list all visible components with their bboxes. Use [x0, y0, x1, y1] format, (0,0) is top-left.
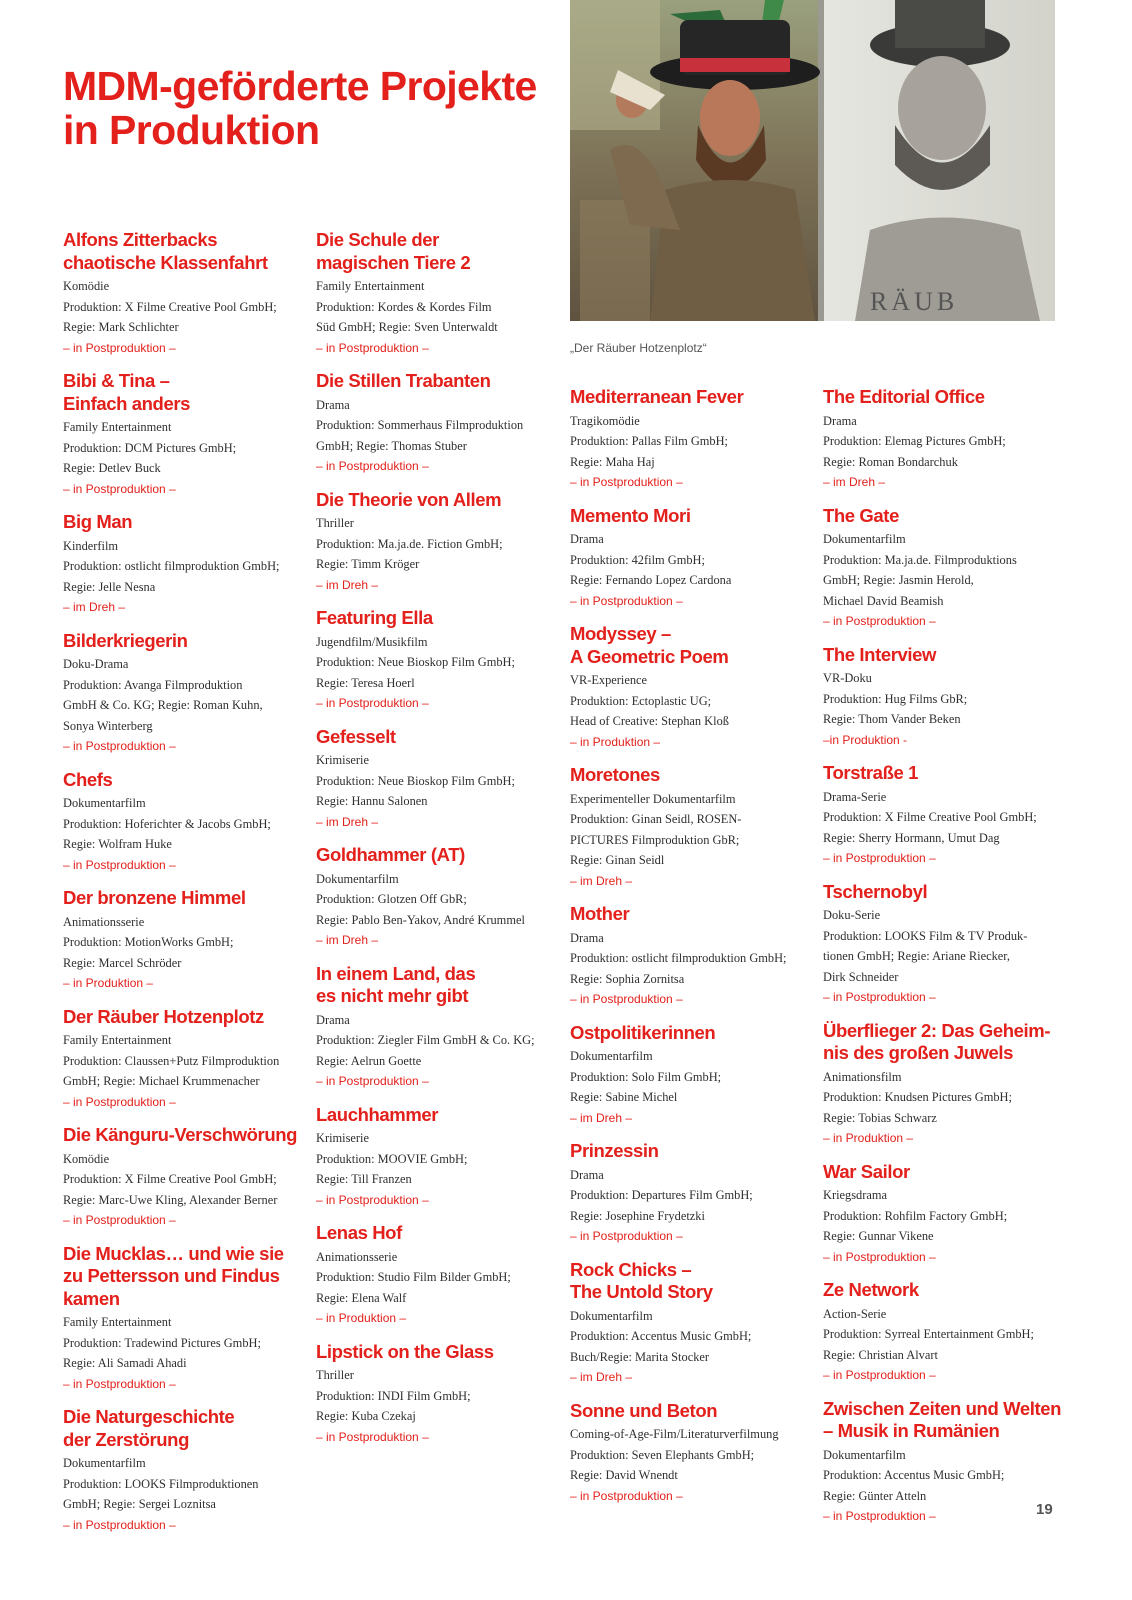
project-detail: Head of Creative: Stephan Kloß [570, 714, 729, 728]
project-title-line: Memento Mori [570, 504, 691, 526]
project-title [63, 1124, 308, 1149]
project-status: – in Postproduktion – [823, 1249, 936, 1264]
column-2 [316, 229, 561, 1459]
project-detail: Produktion: 42film GmbH; [570, 552, 705, 567]
project-genre: Kriegsdrama [823, 1188, 887, 1202]
project-detail: Regie: Detlev Buck [63, 461, 161, 475]
project-title [316, 726, 561, 751]
project-title [316, 370, 561, 395]
project-genre: Komödie [63, 1151, 110, 1166]
project-title-line: Ostpolitikerinnen [570, 1021, 716, 1043]
project-detail: Regie: Wolfram Huke [63, 837, 172, 851]
project-entry [570, 1259, 815, 1388]
project-status: – in Produktion – [823, 1131, 914, 1145]
project-detail: Regie: Hannu Salonen [316, 794, 428, 808]
project-entry [316, 963, 561, 1092]
project-detail: Produktion: X Filme Creative Pool GmbH; [63, 299, 277, 314]
page-title-line: MDM-geförderte Projekte [63, 63, 537, 109]
project-detail: Produktion: Accentus Music GmbH; [570, 1329, 752, 1343]
project-status: – in Postproduktion – [823, 614, 936, 628]
project-entry [63, 1406, 308, 1535]
project-status: – in Postproduktion – [570, 1229, 683, 1243]
project-entry [63, 630, 308, 757]
project-detail: Produktion: LOOKS Filmproduktionen [63, 1476, 259, 1491]
project-genre: Action-Serie [823, 1306, 887, 1321]
project-detail: Regie: Sherry Hormann, Umut Dag [823, 830, 1000, 845]
project-detail: Produktion: MOOVIE GmbH; [316, 1151, 468, 1166]
project-title [63, 1006, 308, 1031]
project-detail: Produktion: Neue Bioskop Film GmbH; [316, 773, 515, 788]
project-detail: Produktion: X Filme Creative Pool GmbH; [823, 810, 1037, 824]
project-status: – in Postproduktion – [570, 1488, 683, 1503]
project-title [63, 1243, 308, 1313]
project-title [316, 489, 561, 514]
project-detail: Süd GmbH; Regie: Sven Unterwaldt [316, 320, 498, 334]
project-title [570, 1140, 815, 1165]
project-entry [823, 881, 1068, 1008]
project-genre: Coming-of-Age-Film/Literaturverfilmung [570, 1427, 779, 1441]
project-status: – in Produktion – [316, 1311, 407, 1325]
project-title-line: Mediterranean Fever [570, 386, 744, 407]
project-entry [316, 370, 561, 477]
project-detail: Regie: David Wnendt [570, 1468, 678, 1482]
project-title-line: Lauchhammer [316, 1103, 439, 1125]
project-status: – in Postproduktion – [823, 990, 936, 1004]
project-title-line: Lipstick on the Glass [316, 1340, 494, 1362]
project-title-line: Mother [570, 903, 630, 924]
project-title [63, 887, 308, 912]
project-detail: Regie: Maha Haj [570, 454, 655, 469]
project-detail: Regie: Teresa Hoerl [316, 675, 415, 690]
project-entry [823, 1279, 1068, 1386]
project-status: – in Postproduktion – [63, 1094, 176, 1109]
project-detail: Regie: Kuba Czekaj [316, 1409, 416, 1423]
project-entry [63, 887, 308, 994]
project-genre: Animationsfilm [823, 1069, 902, 1084]
project-title [570, 623, 815, 670]
project-genre: Dokumentarfilm [823, 1447, 906, 1462]
project-title-line: Chefs [63, 768, 113, 790]
project-detail: Produktion: MotionWorks GmbH; [63, 935, 234, 949]
project-title [823, 1398, 1068, 1445]
project-title [316, 607, 561, 632]
project-detail: Produktion: Accentus Music GmbH; [823, 1468, 1005, 1482]
project-genre: Dokumentarfilm [63, 796, 146, 810]
project-status: – im Dreh – [63, 600, 126, 614]
project-entry [823, 1161, 1068, 1268]
project-genre: Drama [570, 930, 604, 945]
project-detail: Regie: Elena Walf [316, 1290, 407, 1305]
project-genre: Dokumentarfilm [823, 532, 906, 546]
project-title-line: Der Räuber Hotzenplotz [63, 1005, 264, 1027]
project-genre: Drama [570, 532, 604, 546]
project-genre: Animationsserie [63, 914, 145, 929]
project-genre: VR-Experience [570, 673, 648, 687]
project-title [63, 769, 308, 794]
project-status: – in Postproduktion – [316, 340, 429, 355]
project-status: – in Postproduktion – [63, 857, 176, 872]
project-entry [316, 726, 561, 833]
project-title-line: Sonne und Beton [570, 1399, 718, 1421]
project-status: – im Dreh – [316, 814, 379, 829]
svg-text:RÄUB: RÄUB [870, 287, 959, 316]
project-title-line: Der bronzene Himmel [63, 887, 246, 908]
project-detail: GmbH; Regie: Jasmin Herold, [823, 573, 974, 587]
project-title [570, 903, 815, 928]
project-title [823, 505, 1068, 530]
project-title [570, 505, 815, 530]
project-title-line: Gefesselt [316, 725, 396, 747]
project-title-line: Zwischen Zeiten und Welten [823, 1397, 1062, 1419]
project-title-line: Big Man [63, 511, 133, 532]
project-title [570, 1259, 815, 1306]
project-title-line: Featuring Ella [316, 607, 433, 628]
project-title-line: Goldhammer (AT) [316, 844, 465, 865]
project-detail: Regie: Marc-Uwe Kling, Alexander Berner [63, 1192, 278, 1207]
project-title-line: Tschernobyl [823, 880, 928, 902]
project-detail: Produktion: Ma.ja.de. Filmproduktions [823, 552, 1017, 567]
project-status: – in Postproduktion – [63, 340, 176, 355]
project-title-line: Torstraße 1 [823, 762, 918, 783]
project-status: – in Postproduktion – [316, 1074, 429, 1088]
project-detail: Produktion: Glotzen Off GbR; [316, 892, 467, 906]
project-title-line: Moretones [570, 764, 660, 785]
project-genre: Drama [570, 1167, 604, 1182]
project-detail: Produktion: INDI Film GmbH; [316, 1388, 471, 1403]
project-entry [316, 607, 561, 714]
project-title-line: kamen [63, 1287, 120, 1309]
project-genre: Thriller [316, 1368, 354, 1382]
project-detail: Produktion: Pallas Film GmbH; [570, 434, 728, 448]
project-detail: Dirk Schneider [823, 969, 899, 984]
project-detail: Produktion: Hoferichter & Jacobs GmbH; [63, 816, 271, 831]
project-title-line: The Gate [823, 504, 899, 526]
project-detail: Produktion: Elemag Pictures GmbH; [823, 434, 1006, 448]
project-detail: Regie: Till Franzen [316, 1172, 412, 1186]
project-status: – im Dreh – [316, 577, 379, 592]
project-status: – in Postproduktion – [570, 992, 683, 1006]
project-detail: Buch/Regie: Marita Stocker [570, 1349, 710, 1364]
project-title [63, 229, 308, 276]
project-entry [63, 229, 308, 358]
project-title [570, 386, 815, 411]
project-title-line: Rock Chicks – [570, 1258, 692, 1280]
project-entry [63, 1124, 308, 1231]
project-detail: Produktion: Claussen+Putz Filmproduktion [63, 1053, 280, 1068]
project-entry [823, 386, 1068, 493]
project-detail: Regie: Marcel Schröder [63, 955, 182, 970]
project-title-line: Bilderkriegerin [63, 629, 188, 651]
project-entry [570, 386, 815, 493]
project-detail: Regie: Christian Alvart [823, 1347, 938, 1362]
project-entry [63, 1243, 308, 1395]
project-status: –in Produktion - [823, 732, 908, 747]
project-title-line: Alfons Zitterbacks [63, 229, 218, 250]
project-entry [570, 764, 815, 891]
project-detail: Produktion: Neue Bioskop Film GmbH; [316, 655, 515, 669]
project-title-line: Einfach anders [63, 392, 191, 414]
project-entry [823, 1020, 1068, 1149]
project-entry [570, 505, 815, 612]
project-title-line: Bibi & Tina – [63, 370, 170, 391]
project-title-line: War Sailor [823, 1160, 910, 1182]
project-title [823, 762, 1068, 787]
project-detail: Produktion: Ectoplastic UG; [570, 693, 712, 708]
project-status: – im Dreh – [316, 933, 379, 947]
project-title [316, 1104, 561, 1129]
project-entry [570, 903, 815, 1010]
project-genre: Family Entertainment [63, 1315, 172, 1329]
project-detail: Regie: Gunnar Vikene [823, 1229, 934, 1243]
project-status: – im Dreh – [570, 873, 633, 888]
page-title-line: in Produktion [63, 107, 320, 153]
project-status: – in Postproduktion – [570, 593, 683, 608]
column-1 [63, 229, 308, 1547]
project-genre: Drama [316, 1012, 350, 1027]
project-title-line: Die Theorie von Allem [316, 488, 502, 510]
project-status: – in Postproduktion – [316, 459, 429, 473]
project-detail: Regie: Timm Kröger [316, 557, 420, 571]
project-genre: Komödie [63, 279, 110, 293]
project-detail: Produktion: Ginan Seidl, ROSEN- [570, 812, 742, 826]
project-title-line: chaotische Klassenfahrt [63, 251, 268, 273]
project-title-line: The Interview [823, 643, 937, 665]
project-detail: Regie: Günter Atteln [823, 1488, 927, 1503]
project-title-line: nis des großen Juwels [823, 1042, 1014, 1063]
project-detail: tionen GmbH; Regie: Ariane Riecker, [823, 949, 1011, 963]
project-detail: Regie: Ginan Seidl [570, 853, 665, 867]
project-genre: Tragikomödie [570, 413, 640, 428]
project-status: – in Postproduktion – [63, 1213, 176, 1227]
project-entry [823, 644, 1068, 751]
project-title-line: Die Stillen Trabanten [316, 370, 491, 391]
project-genre: Drama [316, 397, 350, 412]
project-detail: Produktion: Hug Films GbR; [823, 691, 968, 706]
project-genre: Doku-Drama [63, 657, 129, 671]
project-entry [570, 1400, 815, 1507]
project-entry [316, 844, 561, 951]
project-detail: Produktion: Rohfilm Factory GmbH; [823, 1208, 1008, 1223]
project-status: – in Postproduktion – [316, 1192, 429, 1207]
project-genre: Drama-Serie [823, 789, 887, 804]
hotzenplotz-photo [570, 0, 1055, 321]
project-title-line: der Zerstörung [63, 1428, 189, 1450]
project-entry [316, 1104, 561, 1211]
project-title-line: Die Schule der [316, 229, 439, 250]
project-title [316, 963, 561, 1010]
project-title [570, 1022, 815, 1047]
project-genre: Dokumentarfilm [570, 1049, 653, 1063]
project-genre: Doku-Serie [823, 908, 881, 922]
project-detail: Regie: Thom Vander Beken [823, 712, 961, 726]
project-title-line: zu Pettersson und Findus [63, 1265, 280, 1286]
project-title [823, 1161, 1068, 1186]
project-title-line: Lenas Hof [316, 1222, 402, 1243]
project-title-line: In einem Land, das [316, 962, 476, 984]
project-genre: Krimiserie [316, 753, 369, 767]
project-detail: Produktion: Seven Elephants GmbH; [570, 1447, 755, 1462]
project-detail: Produktion: Departures Film GmbH; [570, 1188, 753, 1202]
project-status: – in Produktion – [570, 734, 661, 749]
column-4 [823, 386, 1068, 1539]
project-detail: Sonya Winterberg [63, 718, 153, 733]
project-status: – in Postproduktion – [63, 1376, 176, 1391]
project-title [823, 644, 1068, 669]
project-status: – im Dreh – [570, 1110, 633, 1125]
project-detail: Regie: Josephine Frydetzki [570, 1208, 705, 1223]
project-status: – in Postproduktion – [63, 739, 176, 753]
project-detail: Produktion: Avanga Filmproduktion [63, 677, 243, 692]
project-title [316, 844, 561, 869]
project-detail: GmbH; Regie: Sergei Loznitsa [63, 1497, 216, 1511]
project-title-line: Ze Network [823, 1279, 919, 1300]
project-status: – in Postproduktion – [570, 475, 683, 489]
project-title [316, 229, 561, 276]
project-detail: Produktion: Tradewind Pictures GmbH; [63, 1335, 261, 1350]
project-detail: Regie: Sophia Zornitsa [570, 971, 685, 986]
project-title-line: Die Känguru-Verschwörung [63, 1124, 298, 1145]
project-title [823, 386, 1068, 411]
project-title [570, 1400, 815, 1425]
project-detail: Produktion: Kordes & Kordes Film [316, 299, 492, 314]
project-detail: Produktion: Ziegler Film GmbH & Co. KG; [316, 1033, 535, 1047]
project-status: – in Postproduktion – [63, 1517, 176, 1532]
project-detail: Produktion: X Filme Creative Pool GmbH; [63, 1172, 277, 1186]
project-detail: Produktion: LOOKS Film & TV Produk- [823, 928, 1028, 943]
project-genre: Dokumentarfilm [570, 1308, 653, 1323]
project-entry [823, 505, 1068, 632]
project-title-line: The Editorial Office [823, 386, 985, 407]
project-title [63, 511, 308, 536]
project-entry [823, 1398, 1068, 1527]
project-detail: Regie: Pablo Ben-Yakov, André Krummel [316, 912, 525, 927]
project-status: – in Postproduktion – [316, 696, 429, 710]
project-entry [63, 511, 308, 618]
project-title-line: – Musik in Rumänien [823, 1420, 1000, 1441]
project-entry [570, 1022, 815, 1129]
page-number: 19 [1036, 1501, 1053, 1518]
project-entry [316, 1222, 561, 1329]
project-title-line: Überflieger 2: Das Geheim- [823, 1019, 1051, 1041]
project-detail: Produktion: Solo Film GmbH; [570, 1069, 722, 1084]
project-entry [63, 769, 308, 876]
project-title [823, 1279, 1068, 1304]
project-detail: Regie: Sabine Michel [570, 1090, 678, 1104]
project-detail: Regie: Jelle Nesna [63, 579, 156, 594]
project-title-line: Prinzessin [570, 1140, 659, 1161]
project-detail: Regie: Roman Bondarchuk [823, 454, 958, 469]
project-title [823, 1020, 1068, 1067]
project-genre: Animationsserie [316, 1249, 398, 1264]
project-entry [570, 1140, 815, 1247]
project-status: – im Dreh – [570, 1370, 633, 1384]
project-detail: GmbH; Regie: Thomas Stuber [316, 438, 467, 453]
project-detail: Produktion: ostlicht filmproduktion GmbH; [570, 951, 787, 965]
project-title-line: A Geometric Poem [570, 645, 729, 667]
project-detail: Produktion: Sommerhaus Filmproduktion [316, 418, 524, 432]
project-status: – in Postproduktion – [823, 851, 936, 865]
project-title-line: es nicht mehr gibt [316, 985, 469, 1006]
project-detail: Produktion: Studio Film Bilder GmbH; [316, 1270, 511, 1284]
project-genre: Drama [823, 413, 857, 428]
project-detail: Regie: Ali Samadi Ahadi [63, 1356, 187, 1370]
project-status: – in Produktion – [63, 976, 154, 990]
project-detail: Michael David Beamish [823, 593, 944, 608]
project-title [63, 1406, 308, 1453]
project-detail: GmbH & Co. KG; Regie: Roman Kuhn, [63, 698, 263, 712]
project-entry [316, 229, 561, 358]
project-title [570, 764, 815, 789]
project-entry [316, 1341, 561, 1448]
project-genre: Family Entertainment [316, 279, 425, 293]
project-status: – in Postproduktion – [63, 481, 176, 496]
project-title-line: Modyssey – [570, 623, 671, 644]
project-title [823, 881, 1068, 906]
project-title-line: The Untold Story [570, 1281, 713, 1302]
project-entry [823, 762, 1068, 869]
project-genre: VR-Doku [823, 671, 872, 685]
project-title [63, 630, 308, 655]
project-detail: Produktion: Syrreal Entertainment GmbH; [823, 1327, 1034, 1341]
project-status: – im Dreh – [823, 475, 886, 489]
project-title-line: Die Naturgeschichte [63, 1406, 235, 1427]
project-entry [63, 370, 308, 499]
column-3 [570, 386, 815, 1518]
photo-caption: „Der Räuber Hotzenplotz“ [570, 341, 707, 355]
project-detail: PICTURES Filmproduktion GbR; [570, 832, 740, 847]
project-detail: Regie: Tobias Schwarz [823, 1110, 937, 1125]
project-detail: Produktion: ostlicht filmproduktion GmbH; [63, 559, 280, 573]
project-genre: Family Entertainment [63, 1033, 172, 1047]
project-detail: Regie: Aelrun Goette [316, 1053, 422, 1068]
photo-illustration [570, 0, 1055, 321]
project-title-line: magischen Tiere 2 [316, 251, 471, 273]
project-title-line: Die Mucklas… und wie sie [63, 1242, 284, 1264]
project-genre: Family Entertainment [63, 420, 172, 434]
project-genre: Krimiserie [316, 1131, 369, 1145]
project-genre: Experimenteller Dokumentarfilm [570, 791, 736, 806]
project-detail: Regie: Fernando Lopez Cardona [570, 573, 732, 587]
page-title [63, 64, 563, 152]
project-status: – in Postproduktion – [823, 1509, 936, 1523]
project-title [316, 1222, 561, 1247]
project-detail: Regie: Mark Schlichter [63, 320, 179, 334]
project-detail: Produktion: Knudsen Pictures GmbH; [823, 1090, 1012, 1104]
project-title [316, 1341, 561, 1366]
project-status: – in Postproduktion – [316, 1429, 429, 1444]
project-detail: Produktion: Ma.ja.de. Fiction GmbH; [316, 536, 503, 551]
project-entry [63, 1006, 308, 1113]
project-status: – in Postproduktion – [823, 1368, 936, 1382]
project-genre: Kinderfilm [63, 538, 119, 553]
project-title [63, 370, 308, 417]
project-entry [570, 623, 815, 752]
project-genre: Dokumentarfilm [63, 1456, 146, 1470]
project-genre: Thriller [316, 516, 354, 530]
project-detail: GmbH; Regie: Michael Krummenacher [63, 1074, 260, 1088]
project-genre: Jugendfilm/Musikfilm [316, 634, 428, 649]
project-genre: Dokumentarfilm [316, 871, 399, 886]
project-detail: Produktion: DCM Pictures GmbH; [63, 440, 237, 455]
project-entry [316, 489, 561, 596]
